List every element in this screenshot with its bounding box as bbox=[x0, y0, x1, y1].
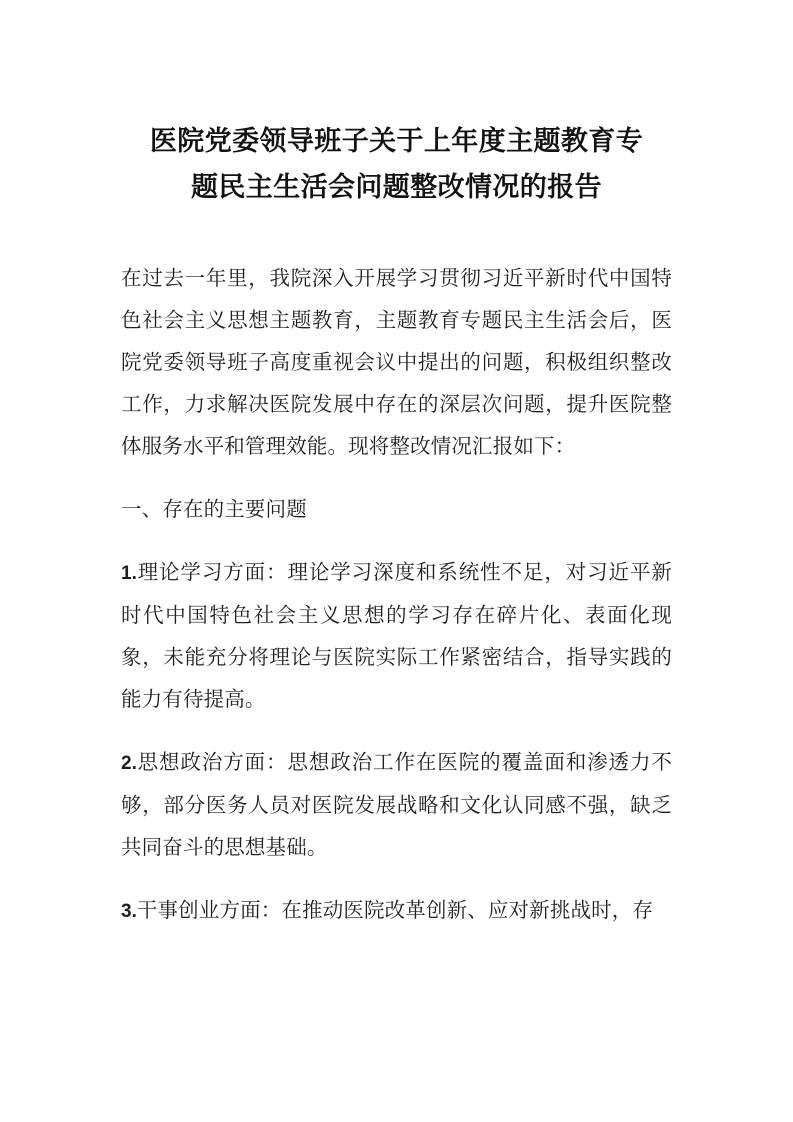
page-title-line-1: 医院党委领导班子关于上年度主题教育专 bbox=[149, 126, 644, 156]
problem-item-2-number: 2. bbox=[121, 753, 137, 774]
section-heading-problems: 一、存在的主要问题 bbox=[121, 499, 307, 521]
problem-item-2 bbox=[121, 742, 672, 869]
intro-paragraph: 在过去一年里，我院深入开展学习贯彻习近平新时代中国特色社会主义思想主题教育，主题教育专题民主生活会后，医院党委领导班子高度重视会议中提出的问题，积极组织整改工作，力求解决医院发展中存在的深层次问题，提升医院整体服务水平和管理效能。现将整改情况汇报如下： bbox=[121, 268, 672, 458]
document-content bbox=[121, 0, 672, 933]
problem-item-3-text: 干事创业方面：在推动医院改革创新、应对新挑战时，存 bbox=[136, 900, 654, 922]
page-title bbox=[121, 0, 672, 210]
problem-item-1-number: 1. bbox=[121, 563, 137, 584]
problem-item-3 bbox=[121, 890, 672, 933]
problem-item-3-number: 3. bbox=[121, 901, 137, 922]
problem-item-1 bbox=[121, 552, 672, 721]
document-body bbox=[121, 258, 672, 933]
problem-item-2-text: 思想政治方面：思想政治工作在医院的覆盖面和渗透力不够，部分医务人员对医院发展战略和文化认同感不强，缺乏共同奋斗的思想基础。 bbox=[121, 752, 672, 859]
problem-item-1-text: 理论学习方面：理论学习深度和系统性不足，对习近平新时代中国特色社会主义思想的学习存在碎片化、表面化现象，未能充分将理论与医院实际工作紧密结合，指导实践的能力有待提高。 bbox=[121, 562, 672, 711]
page-title-line-2: 题民主生活会问题整改情况的报告 bbox=[191, 172, 602, 202]
